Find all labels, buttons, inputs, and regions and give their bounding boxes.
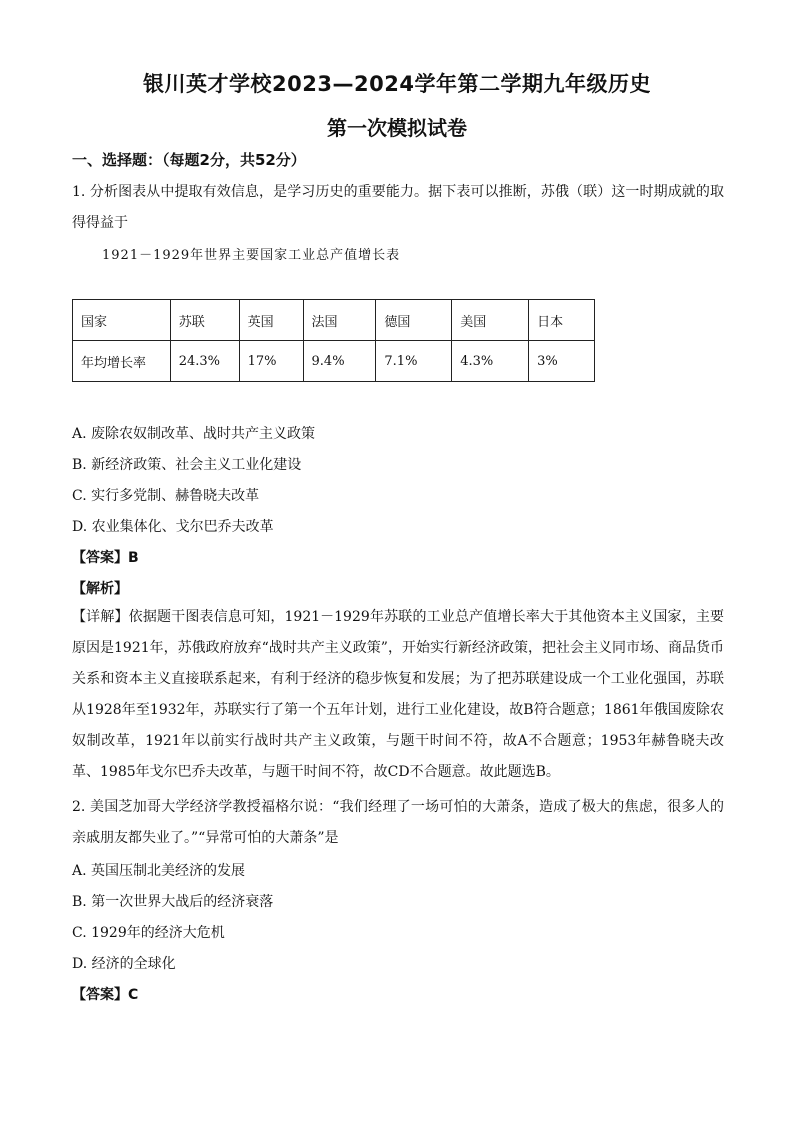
- table-cell: 法国: [303, 300, 376, 341]
- q1-analysis-label: 【解析】: [72, 581, 128, 597]
- question-2-stem: 2. 美国芝加哥大学经济学教授福格尔说：“我们经理了一场可怕的大萧条，造成了极大的焦虑，很多人的亲戚朋友都失业了。”“异常可怕的大萧条”是: [72, 799, 724, 846]
- q1-answer: 【答案】B: [72, 550, 139, 566]
- growth-rate-table: [72, 299, 595, 382]
- exam-title: 银川英才学校2023—2024学年第二学期九年级历史: [143, 72, 651, 96]
- q1-option-d: D. 农业集体化、戈尔巴乔夫改革: [72, 519, 274, 535]
- table-cell: 年均增长率: [73, 341, 171, 382]
- question-1-stem: 1. 分析图表从中提取有效信息，是学习历史的重要能力。据下表可以推断，苏俄（联）这一时期成就的取得得益于: [72, 184, 724, 231]
- table-cell: 17%: [239, 341, 303, 382]
- q1-option-c: C. 实行多党制、赫鲁晓夫改革: [72, 488, 260, 504]
- table-cell: 4.3%: [452, 341, 529, 382]
- q2-option-c: C. 1929年的经济大危机: [72, 925, 225, 941]
- table-cell: 美国: [452, 300, 529, 341]
- table-title: 1921－1929年世界主要国家工业总产值增长表: [102, 248, 401, 263]
- q2-option-b: B. 第一次世界大战后的经济衰落: [72, 894, 274, 910]
- section-heading: 一、选择题：（每题2分，共52分）: [72, 151, 306, 169]
- table-row: [73, 341, 595, 382]
- q2-option-d: D. 经济的全球化: [72, 956, 176, 972]
- table-cell: 3%: [529, 341, 595, 382]
- table-cell: 英国: [239, 300, 303, 341]
- table-cell: 24.3%: [170, 341, 239, 382]
- table-cell: 苏联: [170, 300, 239, 341]
- q2-option-a: A. 英国压制北美经济的发展: [72, 863, 246, 879]
- table-cell: 德国: [376, 300, 452, 341]
- table-cell: 9.4%: [303, 341, 376, 382]
- table-cell: 日本: [529, 300, 595, 341]
- table-header-row: [73, 300, 595, 341]
- table-cell: 7.1%: [376, 341, 452, 382]
- q1-option-a: A. 废除农奴制改革、战时共产主义政策: [72, 426, 316, 442]
- table-cell: 国家: [73, 300, 171, 341]
- q1-option-b: B. 新经济政策、社会主义工业化建设: [72, 457, 302, 473]
- q1-detail: 【详解】依据题干图表信息可知，1921－1929年苏联的工业总产值增长率大于其他资本主义国家，主要原因是1921年，苏俄政府放弃“战时共产主义政策”，开始实行新经济政策，把社会主义同市场、商品货币关系和资本主义直接联系起来，有利于经济的稳步恢复和发展；为了把苏联建设成一个工业化强国，苏联从1928年至1932年，苏联实行了第一个五年计划，进行工业化建设，故B符合题意；1861年俄国废除农奴制改革，1921年以前实行战时共产主义政策，与题干时间不符，故A不合题意；1953年赫鲁晓夫改革、1985年戈尔巴乔夫改革，与题干时间不符，故CD不合题意。故此题选B。: [72, 609, 724, 780]
- exam-subtitle: 第一次模拟试卷: [327, 116, 467, 140]
- q2-answer: 【答案】C: [72, 987, 139, 1003]
